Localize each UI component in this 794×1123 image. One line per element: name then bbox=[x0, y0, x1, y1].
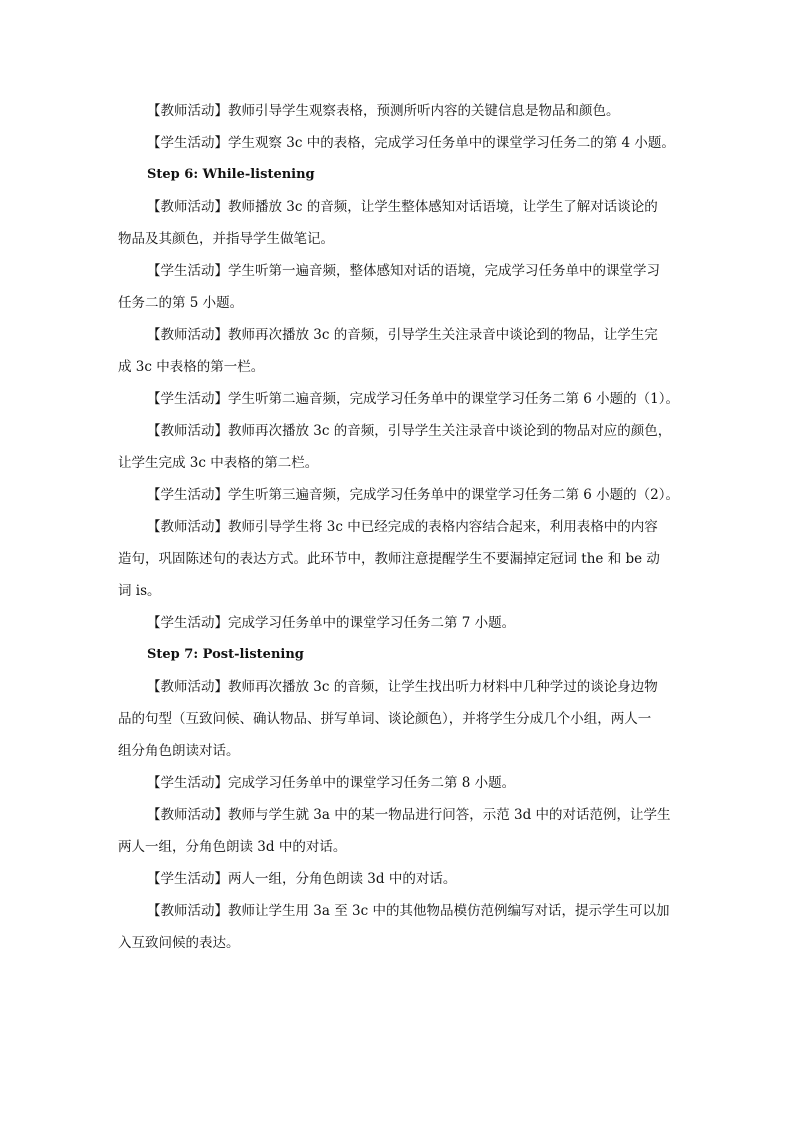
paragraph-line: 物品及其颜色，并指导学生做笔记。 bbox=[118, 231, 334, 247]
paragraph-line: 【教师活动】教师再次播放 3c 的音频，引导学生关注录音中谈论到的物品对应的颜色， bbox=[147, 423, 672, 439]
paragraph-line: 【学生活动】完成学习任务单中的课堂学习任务二第 8 小题。 bbox=[147, 775, 516, 791]
paragraph-line: 【教师活动】教师播放 3c 的音频，让学生整体感知对话语境，让学生了解对话谈论的 bbox=[147, 199, 658, 215]
paragraph-line: 【教师活动】教师与学生就 3a 中的某一物品进行问答，示范 3d 中的对话范例，让学生 bbox=[147, 807, 671, 823]
section-heading: Step 6: While-listening bbox=[147, 167, 315, 182]
paragraph-line: 词 is。 bbox=[118, 583, 161, 599]
paragraph-line: 组分角色朗读对话。 bbox=[118, 743, 240, 759]
paragraph-line: 让学生完成 3c 中表格的第二栏。 bbox=[118, 455, 319, 471]
paragraph-line: 【学生活动】学生听第一遍音频，整体感知对话的语境，完成学习任务单中的课堂学习 bbox=[147, 263, 660, 279]
paragraph-line: 成 3c 中表格的第一栏。 bbox=[118, 359, 265, 375]
paragraph-line: 【教师活动】教师引导学生将 3c 中已经完成的表格内容结合起来，利用表格中的内容 bbox=[147, 519, 658, 535]
paragraph-line: 【教师活动】教师再次播放 3c 的音频，让学生找出听力材料中几种学过的谈论身边物 bbox=[147, 679, 658, 695]
paragraph-line: 【教师活动】教师再次播放 3c 的音频，引导学生关注录音中谈论到的物品，让学生完 bbox=[147, 327, 658, 343]
paragraph-line: 入互致问候的表达。 bbox=[118, 935, 240, 951]
paragraph-line: 【学生活动】学生听第二遍音频，完成学习任务单中的课堂学习任务二第 6 小题的（1）。 bbox=[147, 391, 680, 407]
section-heading: Step 7: Post-listening bbox=[147, 647, 304, 662]
paragraph-line: 两人一组，分角色朗读 3d 中的对话。 bbox=[118, 839, 347, 855]
paragraph-line: 【学生活动】完成学习任务单中的课堂学习任务二第 7 小题。 bbox=[147, 615, 516, 631]
paragraph-line: 品的句型（互致问候、确认物品、拼写单词、谈论颜色），并将学生分成几个小组，两人一 bbox=[118, 711, 652, 727]
paragraph-line: 【教师活动】教师引导学生观察表格，预测所听内容的关键信息是物品和颜色。 bbox=[147, 103, 620, 119]
paragraph-line: 【学生活动】学生听第三遍音频，完成学习任务单中的课堂学习任务二第 6 小题的（2）。 bbox=[147, 487, 680, 503]
paragraph-line: 【学生活动】学生观察 3c 中的表格，完成学习任务单中的课堂学习任务二的第 4 小题。 bbox=[147, 135, 675, 151]
paragraph-line: 【教师活动】教师让学生用 3a 至 3c 中的其他物品模仿范例编写对话，提示学生可以加 bbox=[147, 903, 670, 919]
paragraph-line: 任务二的第 5 小题。 bbox=[118, 295, 244, 311]
paragraph-line: 【学生活动】两人一组，分角色朗读 3d 中的对话。 bbox=[147, 871, 457, 887]
paragraph-line: 造句，巩固陈述句的表达方式。此环节中，教师注意提醒学生不要漏掉定冠词 the 和 be 动 bbox=[118, 551, 660, 567]
